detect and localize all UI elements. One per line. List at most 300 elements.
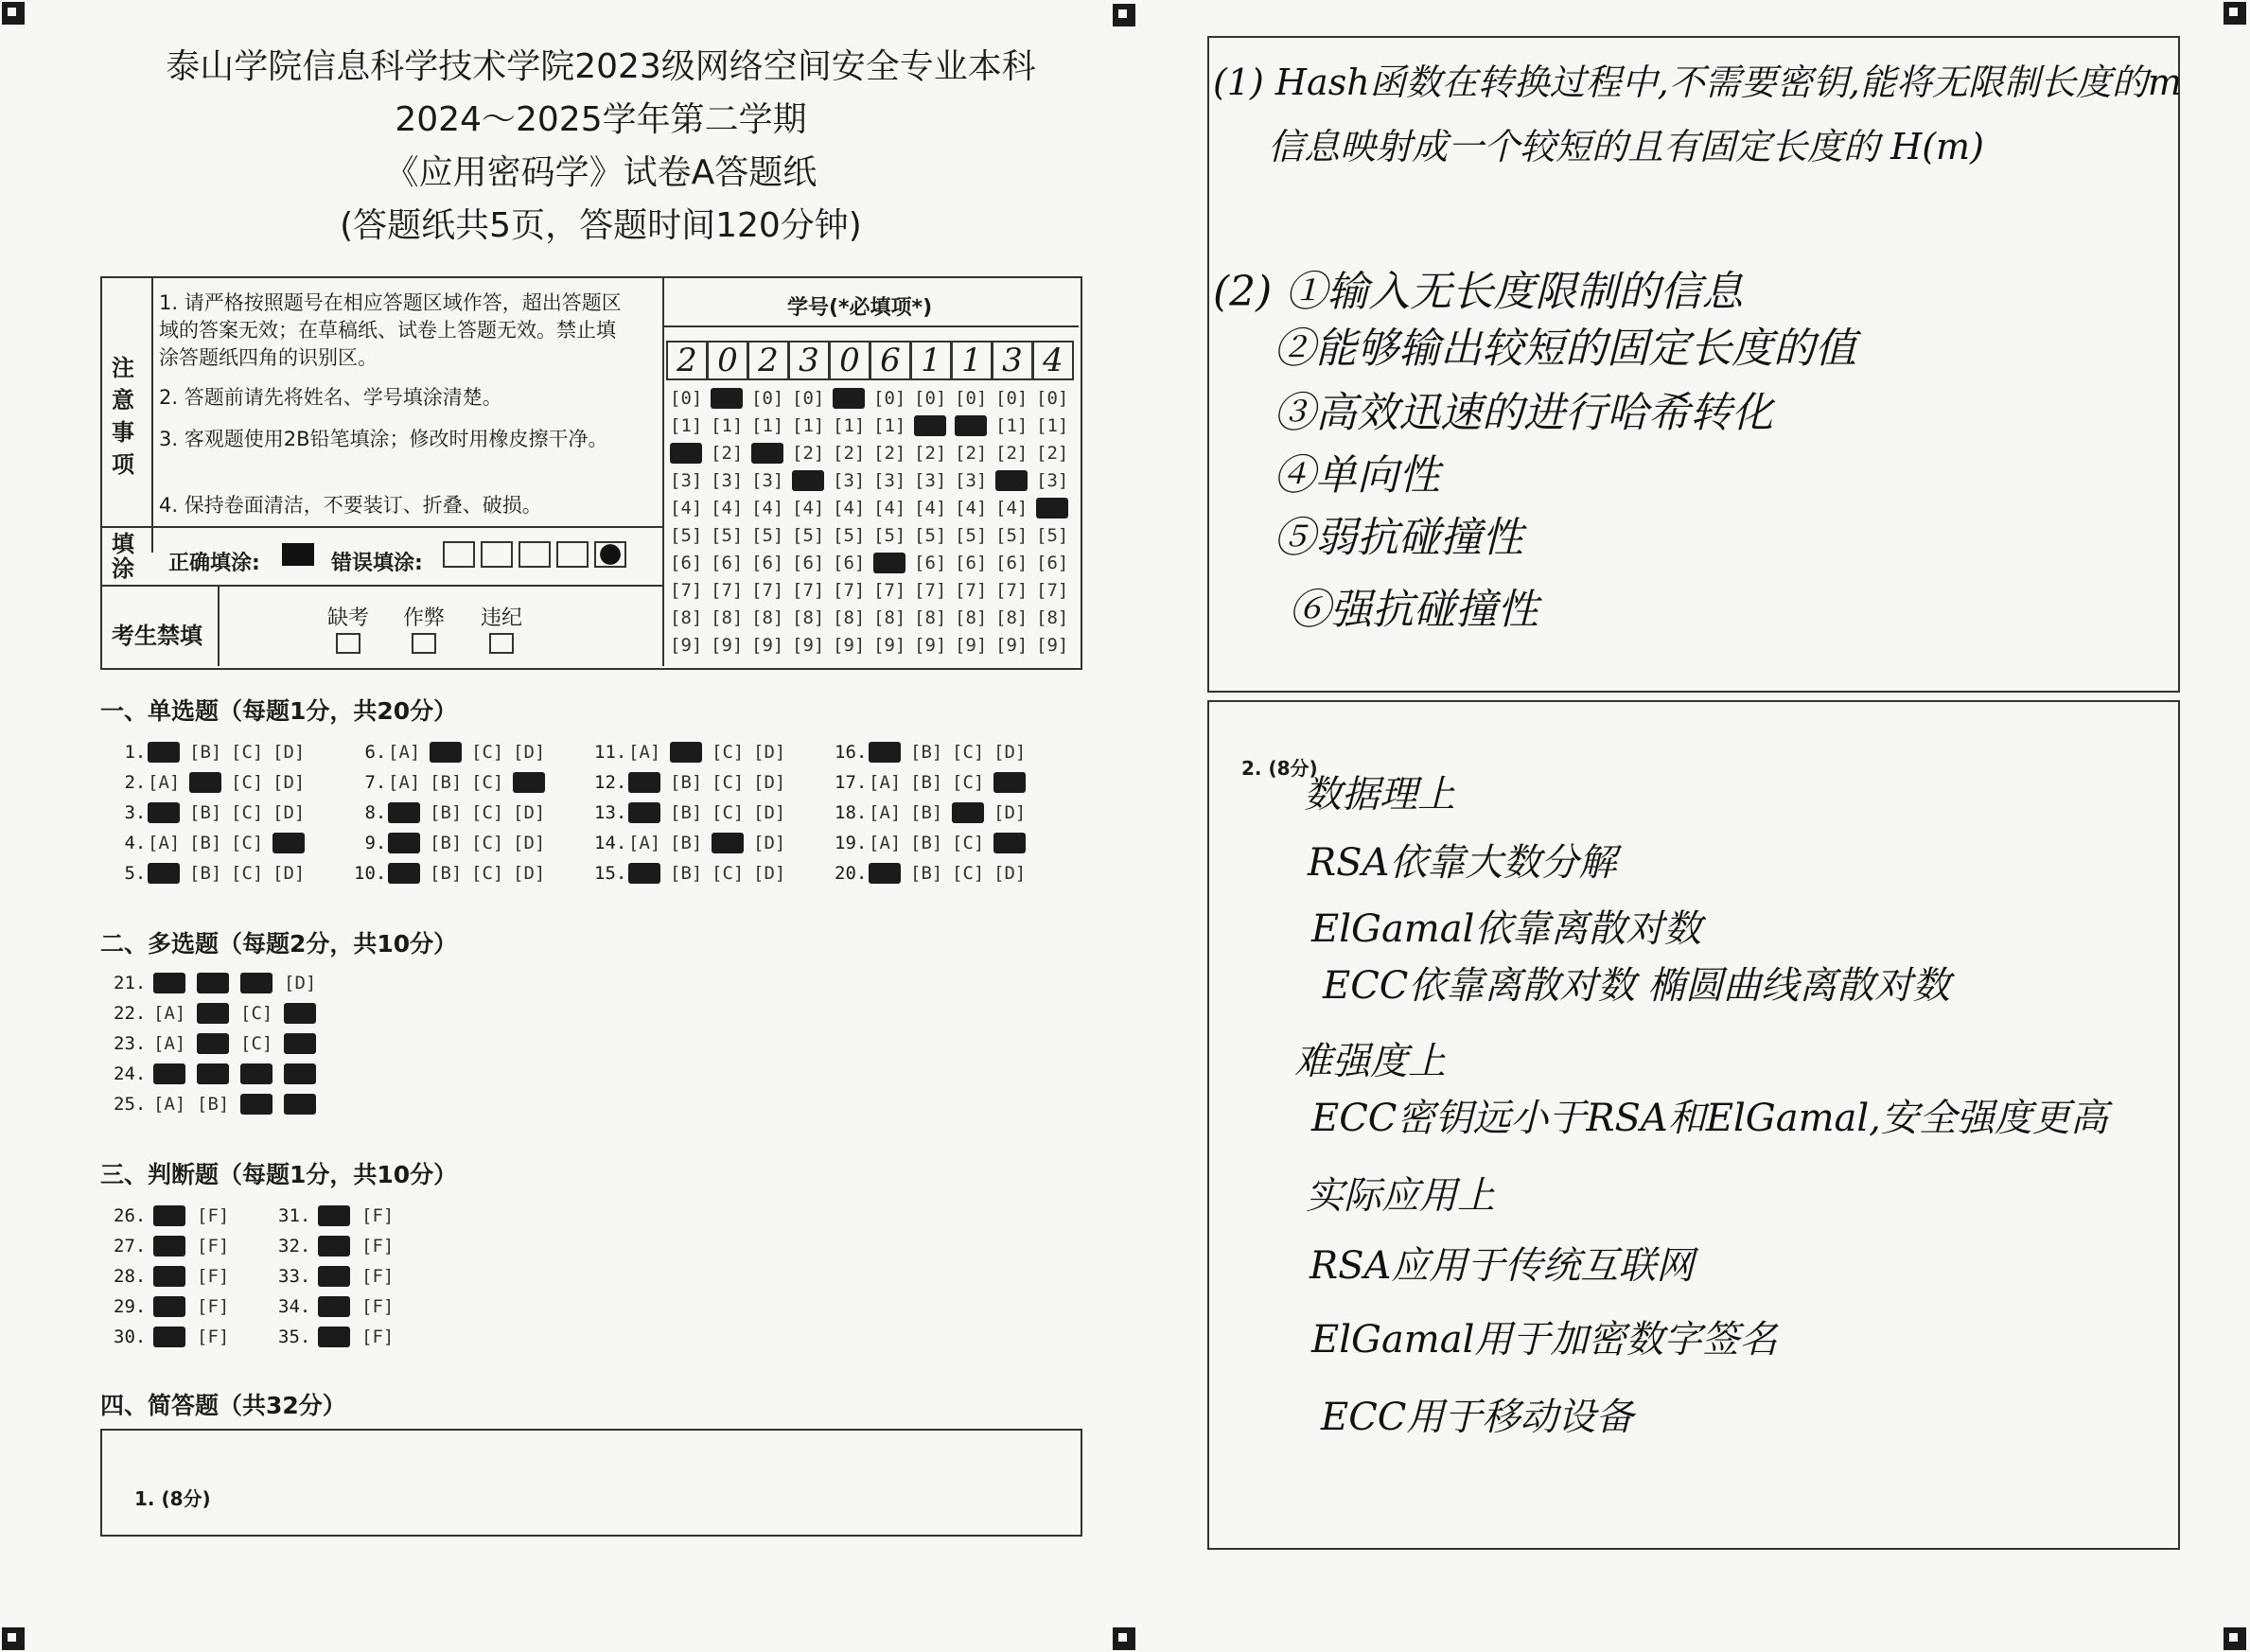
single-option-bubble[interactable]: [D] [513, 802, 546, 823]
student-id-digit-cell: 6 [870, 341, 911, 380]
single-option-bubble[interactable]: [B] [430, 772, 463, 793]
student-id-bubble[interactable]: [5] [955, 525, 988, 546]
multi-option-bubble[interactable] [153, 973, 185, 993]
student-id-bubble[interactable]: [7] [792, 580, 825, 601]
judge-question-number: 26. [114, 1205, 147, 1226]
student-id-bubble[interactable]: [1] [711, 415, 744, 436]
student-id-bubble[interactable]: [6] [833, 553, 866, 573]
single-option-bubble[interactable]: [B] [910, 863, 943, 884]
single-option-bubble[interactable] [993, 833, 1026, 853]
banned-violation[interactable]: 违纪 [481, 602, 522, 655]
single-question-number: 20. [835, 863, 868, 884]
student-id-bubble[interactable]: [1] [751, 415, 784, 436]
student-id-bubble[interactable]: [7] [833, 580, 866, 601]
judge-option-bubble[interactable]: [F] [361, 1266, 395, 1287]
student-id-bubble[interactable]: [7] [914, 580, 947, 601]
student-id-bubble[interactable]: [2] [1036, 443, 1069, 464]
q1-label: 1. (8分) [134, 1487, 211, 1510]
single-option-bubble[interactable] [272, 833, 305, 853]
student-id-bubble[interactable] [1036, 498, 1068, 518]
student-id-bubble[interactable]: [7] [1036, 580, 1069, 601]
notice-divider-v [151, 276, 153, 553]
answer1-item-3: ③高效迅速的进行哈希转化 [1274, 389, 1773, 437]
student-id-bubble[interactable]: [4] [833, 498, 866, 518]
student-id-bubble[interactable]: [6] [1036, 553, 1069, 573]
student-id-bubble[interactable]: [9] [711, 635, 744, 656]
single-option-bubble[interactable]: [C] [471, 742, 504, 763]
single-option-bubble[interactable]: [B] [670, 863, 703, 884]
single-option-bubble[interactable]: [B] [910, 742, 943, 763]
judge-question-number: 31. [278, 1205, 311, 1226]
student-id-bubble[interactable]: [5] [751, 525, 784, 546]
banned-absent[interactable]: 缺考 [327, 602, 369, 655]
student-id-bubble[interactable]: [4] [995, 498, 1028, 518]
answer2-line: ECC依靠离散对数 椭圆曲线离散对数 [1323, 964, 1951, 1008]
single-option-bubble[interactable]: [B] [910, 802, 943, 823]
answer1-item-4: ④单向性 [1274, 451, 1440, 500]
student-id-bubble[interactable]: [9] [955, 635, 988, 656]
single-option-bubble[interactable] [869, 742, 901, 763]
single-option-bubble[interactable]: [C] [471, 772, 504, 793]
single-option-bubble[interactable]: [C] [231, 742, 264, 763]
single-option-bubble[interactable]: [C] [712, 772, 745, 793]
single-option-bubble[interactable]: [C] [471, 863, 504, 884]
multi-option-bubble[interactable] [284, 1094, 316, 1115]
student-id-bubble[interactable]: [8] [995, 607, 1028, 628]
multi-option-bubble[interactable]: [C] [240, 1033, 273, 1054]
student-id-bubble[interactable]: [5] [914, 525, 947, 546]
student-id-bubble[interactable]: [7] [711, 580, 744, 601]
student-id-bubble[interactable] [833, 388, 865, 409]
judge-option-bubble[interactable] [153, 1266, 185, 1287]
judge-question-number: 28. [114, 1266, 147, 1287]
student-id-bubble[interactable]: [9] [833, 635, 866, 656]
single-option-bubble[interactable]: [B] [189, 742, 222, 763]
multi-option-bubble[interactable]: [A] [153, 1033, 186, 1054]
student-id-bubble[interactable]: [4] [751, 498, 784, 518]
student-id-bubble[interactable]: [2] [873, 443, 906, 464]
multi-option-bubble[interactable]: [A] [153, 1094, 186, 1115]
student-id-bubble[interactable] [670, 443, 702, 464]
single-option-bubble[interactable]: [A] [869, 802, 902, 823]
single-option-bubble[interactable]: [D] [513, 833, 546, 853]
student-id-bubble[interactable]: [7] [670, 580, 703, 601]
single-option-bubble[interactable]: [C] [471, 802, 504, 823]
single-option-bubble[interactable] [388, 833, 420, 853]
single-question-number: 10. [354, 863, 387, 884]
multi-option-bubble[interactable] [284, 1003, 316, 1024]
student-id-digit-cell: 1 [951, 341, 993, 380]
single-option-bubble[interactable] [952, 802, 984, 823]
correct-fill-sample [282, 543, 314, 566]
wrong-fill-label: 错误填涂: [331, 552, 423, 575]
single-option-bubble[interactable]: [C] [952, 863, 985, 884]
student-id-bubble[interactable]: [5] [792, 525, 825, 546]
single-option-bubble[interactable]: [D] [513, 863, 546, 884]
student-id-bubble[interactable]: [6] [792, 553, 825, 573]
multi-option-bubble[interactable] [197, 1033, 229, 1054]
corner-mark-tm [1113, 4, 1135, 26]
answer1-item-2: ②能够输出较短的固定长度的值 [1274, 325, 1856, 373]
title-line3: 《应用密码学》试卷A答题纸 [384, 153, 817, 192]
student-id-bubble[interactable]: [1] [833, 415, 866, 436]
single-option-bubble[interactable]: [D] [753, 833, 786, 853]
single-option-bubble[interactable]: [B] [430, 863, 463, 884]
judge-option-bubble[interactable] [318, 1266, 350, 1287]
single-option-bubble[interactable] [148, 863, 180, 884]
banned-divider [218, 585, 220, 666]
student-id-bubble[interactable] [955, 415, 987, 436]
single-option-bubble[interactable]: [D] [272, 742, 306, 763]
student-id-bubble[interactable] [792, 470, 824, 491]
single-option-bubble[interactable]: [D] [272, 772, 306, 793]
single-question-number: 12. [594, 772, 627, 793]
single-option-bubble[interactable]: [B] [670, 772, 703, 793]
student-id-bubble[interactable]: [7] [955, 580, 988, 601]
student-id-bubble[interactable]: [5] [873, 525, 906, 546]
student-id-bubble[interactable]: [0] [670, 388, 703, 409]
single-option-bubble[interactable]: [D] [753, 802, 786, 823]
single-option-bubble[interactable]: [B] [189, 802, 222, 823]
answer2-line: 数据理上 [1304, 773, 1455, 817]
single-option-bubble[interactable]: [C] [231, 802, 264, 823]
notice-item-3: 3. 客观题使用2B铅笔填涂；修改时用橡皮擦干净。 [159, 428, 608, 450]
single-option-bubble[interactable]: [A] [148, 772, 181, 793]
student-id-bubble[interactable]: [2] [995, 443, 1028, 464]
answer1-part2: (2) ①输入无长度限制的信息 [1213, 268, 1744, 316]
student-id-bubble[interactable]: [2] [914, 443, 947, 464]
single-option-bubble[interactable] [670, 742, 702, 763]
single-question-number: 4. [114, 833, 147, 853]
student-id-bubble[interactable]: [8] [670, 607, 703, 628]
student-id-bubble[interactable]: [9] [914, 635, 947, 656]
student-id-bubble[interactable]: [8] [1036, 607, 1069, 628]
judge-question-number: 34. [278, 1296, 311, 1317]
single-question-number: 15. [594, 863, 627, 884]
title-line1: 泰山学院信息科学技术学院2023级网络空间安全专业本科 [166, 47, 1036, 86]
notice-divider-h2 [100, 585, 662, 587]
section-single-title: 一、单选题（每题1分，共20分） [100, 697, 458, 725]
corner-mark-tr [2224, 2, 2246, 25]
single-option-bubble[interactable] [148, 742, 180, 763]
single-option-bubble[interactable]: [D] [753, 742, 786, 763]
student-id-bubble[interactable]: [0] [792, 388, 825, 409]
answer2-line: 实际应用上 [1306, 1174, 1495, 1218]
single-option-bubble[interactable]: [C] [712, 863, 745, 884]
multi-option-bubble[interactable] [197, 973, 229, 993]
single-option-bubble[interactable]: [B] [670, 802, 703, 823]
single-option-bubble[interactable]: [B] [430, 802, 463, 823]
corner-mark-tl [2, 2, 25, 25]
student-id-bubble[interactable]: [7] [995, 580, 1028, 601]
multi-option-bubble[interactable]: [B] [197, 1094, 230, 1115]
single-option-bubble[interactable]: [A] [869, 833, 902, 853]
judge-question-number: 33. [278, 1266, 311, 1287]
single-question-number: 3. [114, 802, 147, 823]
single-option-bubble[interactable] [628, 863, 660, 884]
student-id-digit-cell: 2 [747, 341, 789, 380]
judge-option-bubble[interactable] [153, 1236, 185, 1257]
multi-option-bubble[interactable] [240, 973, 272, 993]
student-id-bubble[interactable]: [0] [751, 388, 784, 409]
student-id-bubble[interactable]: [9] [792, 635, 825, 656]
single-option-bubble[interactable]: [D] [993, 742, 1027, 763]
answer2-line: RSA应用于传统互联网 [1310, 1244, 1695, 1288]
student-id-bubble[interactable]: [0] [995, 388, 1028, 409]
judge-question-number: 29. [114, 1296, 147, 1317]
student-id-bubble[interactable]: [3] [670, 470, 703, 491]
student-id-digit-cell: 1 [910, 341, 952, 380]
student-id-bubble[interactable] [711, 388, 743, 409]
single-option-bubble[interactable] [388, 802, 420, 823]
student-id-bubble[interactable]: [8] [751, 607, 784, 628]
student-id-divider [662, 325, 1079, 327]
single-option-bubble[interactable]: [D] [272, 802, 306, 823]
judge-option-bubble[interactable]: [F] [197, 1296, 230, 1317]
student-id-bubble[interactable]: [6] [711, 553, 744, 573]
answer2-line: ECC密钥远小于RSA和ElGamal,安全强度更高 [1311, 1097, 2108, 1140]
single-option-bubble[interactable] [388, 863, 420, 884]
single-question-number: 5. [114, 863, 147, 884]
title-line2: 2024～2025学年第二学期 [395, 100, 807, 139]
student-id-bubble[interactable]: [0] [1036, 388, 1069, 409]
student-id-bubble[interactable]: [8] [873, 607, 906, 628]
judge-option-bubble[interactable] [318, 1236, 350, 1257]
single-option-bubble[interactable]: [C] [952, 742, 985, 763]
student-id-bubble[interactable]: [0] [914, 388, 947, 409]
answer2-line: ECC用于移动设备 [1321, 1396, 1634, 1439]
student-id-bubble[interactable]: [3] [955, 470, 988, 491]
student-id-bubble[interactable]: [9] [1036, 635, 1069, 656]
student-id-bubble[interactable]: [7] [873, 580, 906, 601]
student-id-bubble[interactable]: [5] [833, 525, 866, 546]
multi-question-number: 22. [114, 1003, 147, 1024]
single-option-bubble[interactable]: [A] [628, 833, 661, 853]
student-id-bubble[interactable]: [5] [1036, 525, 1069, 546]
single-option-bubble[interactable]: [B] [910, 833, 943, 853]
single-option-bubble[interactable] [628, 772, 660, 793]
single-option-bubble[interactable]: [B] [910, 772, 943, 793]
student-id-bubble[interactable]: [3] [873, 470, 906, 491]
answer1-item-5: ⑤弱抗碰撞性 [1274, 514, 1523, 562]
single-option-bubble[interactable] [430, 742, 462, 763]
single-question-number: 17. [835, 772, 868, 793]
judge-option-bubble[interactable] [153, 1296, 185, 1317]
notice-item-1: 1. 请严格按照题号在相应答题区域作答，超出答题区域的答案无效；在草稿纸、试卷上答题无效。禁止填涂答题纸四角的识别区。 [159, 291, 622, 369]
judge-option-bubble[interactable]: [F] [197, 1205, 230, 1226]
single-option-bubble[interactable]: [C] [231, 833, 264, 853]
notice-label: 注意事项 [112, 355, 134, 478]
student-id-bubble[interactable] [914, 415, 946, 436]
student-id-bubble[interactable] [995, 470, 1028, 491]
student-id-bubble[interactable]: [5] [670, 525, 703, 546]
student-id-bubble[interactable]: [9] [751, 635, 784, 656]
student-id-bubble[interactable]: [5] [995, 525, 1028, 546]
multi-option-bubble[interactable] [240, 1063, 272, 1084]
single-option-bubble[interactable] [513, 772, 545, 793]
student-id-bubble[interactable]: [4] [955, 498, 988, 518]
answer2-line: 难强度上 [1294, 1040, 1446, 1083]
judge-option-bubble[interactable] [153, 1327, 185, 1347]
student-id-digit-cell: 3 [788, 341, 830, 380]
multi-question-number: 24. [114, 1063, 147, 1084]
single-option-bubble[interactable] [189, 772, 221, 793]
judge-option-bubble[interactable] [318, 1327, 350, 1347]
notice-divider-mid [662, 276, 664, 666]
student-id-bubble[interactable]: [4] [914, 498, 947, 518]
single-option-bubble[interactable]: [C] [231, 863, 264, 884]
multi-option-bubble[interactable] [153, 1063, 185, 1084]
student-id-bubble[interactable]: [8] [955, 607, 988, 628]
multi-option-bubble[interactable] [240, 1094, 272, 1115]
single-option-bubble[interactable]: [D] [272, 863, 306, 884]
student-id-bubble[interactable]: [8] [833, 607, 866, 628]
student-id-bubble[interactable]: [6] [914, 553, 947, 573]
single-option-bubble[interactable] [148, 802, 180, 823]
student-id-bubble[interactable]: [2] [955, 443, 988, 464]
student-id-bubble[interactable]: [3] [1036, 470, 1069, 491]
single-option-bubble[interactable]: [D] [513, 742, 546, 763]
single-option-bubble[interactable]: [B] [189, 833, 222, 853]
multi-option-bubble[interactable]: [D] [284, 973, 317, 993]
judge-option-bubble[interactable]: [F] [361, 1236, 395, 1257]
wrong-fill-samples [443, 541, 626, 571]
student-id-bubble[interactable]: [2] [792, 443, 825, 464]
multi-option-bubble[interactable] [197, 1063, 229, 1084]
judge-option-bubble[interactable] [318, 1205, 350, 1226]
judge-option-bubble[interactable]: [F] [361, 1327, 395, 1347]
answer2-line: RSA依靠大数分解 [1308, 841, 1617, 885]
student-id-bubble[interactable]: [4] [792, 498, 825, 518]
student-id-bubble[interactable]: [9] [995, 635, 1028, 656]
judge-option-bubble[interactable] [318, 1296, 350, 1317]
student-id-digit-cell: 3 [992, 341, 1033, 380]
single-option-bubble[interactable] [869, 863, 901, 884]
judge-question-number: 27. [114, 1236, 147, 1257]
single-option-bubble[interactable] [993, 772, 1026, 793]
single-option-bubble[interactable]: [C] [471, 833, 504, 853]
student-id-bubble[interactable]: [1] [873, 415, 906, 436]
single-option-bubble[interactable]: [A] [628, 742, 661, 763]
single-option-bubble[interactable]: [B] [430, 833, 463, 853]
multi-option-bubble[interactable] [284, 1063, 316, 1084]
answer1-item-6: ⑥强抗碰撞性 [1289, 586, 1538, 634]
judge-option-bubble[interactable] [153, 1205, 185, 1226]
student-id-digit-cell: 4 [1032, 341, 1074, 380]
single-option-bubble[interactable] [712, 833, 744, 853]
judge-option-bubble[interactable]: [F] [197, 1327, 230, 1347]
student-id-bubble[interactable]: [6] [751, 553, 784, 573]
single-option-bubble[interactable]: [C] [712, 802, 745, 823]
student-id-bubble[interactable] [751, 443, 783, 464]
student-id-bubble[interactable]: [1] [670, 415, 703, 436]
multi-question-number: 21. [114, 973, 147, 993]
single-option-bubble[interactable]: [C] [952, 772, 985, 793]
student-id-bubble[interactable]: [5] [711, 525, 744, 546]
judge-question-number: 35. [278, 1327, 311, 1347]
student-id-bubble[interactable]: [1] [792, 415, 825, 436]
notice-item-2: 2. 答题前请先将姓名、学号填涂清楚。 [159, 386, 502, 409]
student-id-bubble[interactable]: [7] [751, 580, 784, 601]
single-option-bubble[interactable] [628, 802, 660, 823]
student-id-bubble[interactable]: [8] [792, 607, 825, 628]
title-line4: (答题纸共5页，答题时间120分钟) [340, 206, 862, 245]
judge-option-bubble[interactable]: [F] [197, 1266, 230, 1287]
single-option-bubble[interactable]: [A] [388, 772, 421, 793]
student-id-bubble[interactable]: [3] [711, 470, 744, 491]
banned-cheat[interactable]: 作弊 [403, 602, 445, 655]
single-option-bubble[interactable]: [C] [712, 742, 745, 763]
short-answer-box-1[interactable] [100, 1429, 1082, 1537]
multi-option-bubble[interactable] [197, 1003, 229, 1024]
student-id-bubble[interactable]: [9] [670, 635, 703, 656]
student-id-bubble[interactable]: [0] [873, 388, 906, 409]
multi-question-number: 23. [114, 1033, 147, 1054]
judge-option-bubble[interactable]: [F] [361, 1296, 395, 1317]
multi-option-bubble[interactable]: [C] [240, 1003, 273, 1024]
single-option-bubble[interactable]: [D] [993, 863, 1027, 884]
notice-item-4: 4. 保持卷面清洁，不要装订、折叠、破损。 [159, 494, 542, 517]
single-option-bubble[interactable]: [A] [148, 833, 181, 853]
single-option-bubble[interactable]: [B] [670, 833, 703, 853]
single-option-bubble[interactable]: [D] [993, 802, 1027, 823]
student-id-bubble[interactable]: [6] [995, 553, 1028, 573]
single-question-number: 9. [354, 833, 387, 853]
answer1-part1-line2: 信息映射成一个较短的且有固定长度的 H(m) [1268, 126, 1984, 167]
student-id-bubble[interactable]: [4] [670, 498, 703, 518]
student-id-bubble[interactable]: [8] [914, 607, 947, 628]
single-option-bubble[interactable]: [A] [388, 742, 421, 763]
student-id-bubble[interactable]: [6] [955, 553, 988, 573]
judge-question-number: 30. [114, 1327, 147, 1347]
single-option-bubble[interactable]: [A] [869, 772, 902, 793]
student-id-bubble[interactable]: [8] [711, 607, 744, 628]
student-id-bubble[interactable]: [2] [711, 443, 744, 464]
judge-question-number: 32. [278, 1236, 311, 1257]
student-id-bubble[interactable]: [4] [873, 498, 906, 518]
multi-option-bubble[interactable] [284, 1033, 316, 1054]
single-question-number: 13. [594, 802, 627, 823]
single-option-bubble[interactable]: [D] [753, 863, 786, 884]
student-id-bubble[interactable]: [1] [1036, 415, 1069, 436]
student-id-bubble[interactable]: [3] [914, 470, 947, 491]
judge-option-bubble[interactable]: [F] [197, 1236, 230, 1257]
student-id-bubble[interactable]: [3] [751, 470, 784, 491]
single-option-bubble[interactable]: [C] [952, 833, 985, 853]
student-id-bubble[interactable]: [9] [873, 635, 906, 656]
corner-mark-br [2224, 1627, 2246, 1650]
student-id-bubble[interactable] [873, 553, 905, 573]
student-id-bubble[interactable]: [2] [833, 443, 866, 464]
multi-option-bubble[interactable]: [A] [153, 1003, 186, 1024]
student-id-bubble[interactable]: [3] [833, 470, 866, 491]
judge-option-bubble[interactable]: [F] [361, 1205, 395, 1226]
single-option-bubble[interactable]: [D] [753, 772, 786, 793]
student-id-bubble[interactable]: [4] [711, 498, 744, 518]
q2-label: 2. (8分) [1241, 757, 1318, 780]
single-question-number: 18. [835, 802, 868, 823]
student-id-bubble[interactable]: [1] [995, 415, 1028, 436]
student-id-bubble[interactable]: [6] [670, 553, 703, 573]
fill-label: 填涂 [112, 531, 134, 582]
banned-label: 考生禁填 [112, 623, 202, 649]
student-id-bubble[interactable]: [0] [955, 388, 988, 409]
single-question-number: 2. [114, 772, 147, 793]
student-id-digit-cell: 0 [829, 341, 870, 380]
section-short-title: 四、简答题（共32分） [100, 1392, 346, 1419]
single-option-bubble[interactable]: [C] [231, 772, 264, 793]
single-option-bubble[interactable]: [B] [189, 863, 222, 884]
